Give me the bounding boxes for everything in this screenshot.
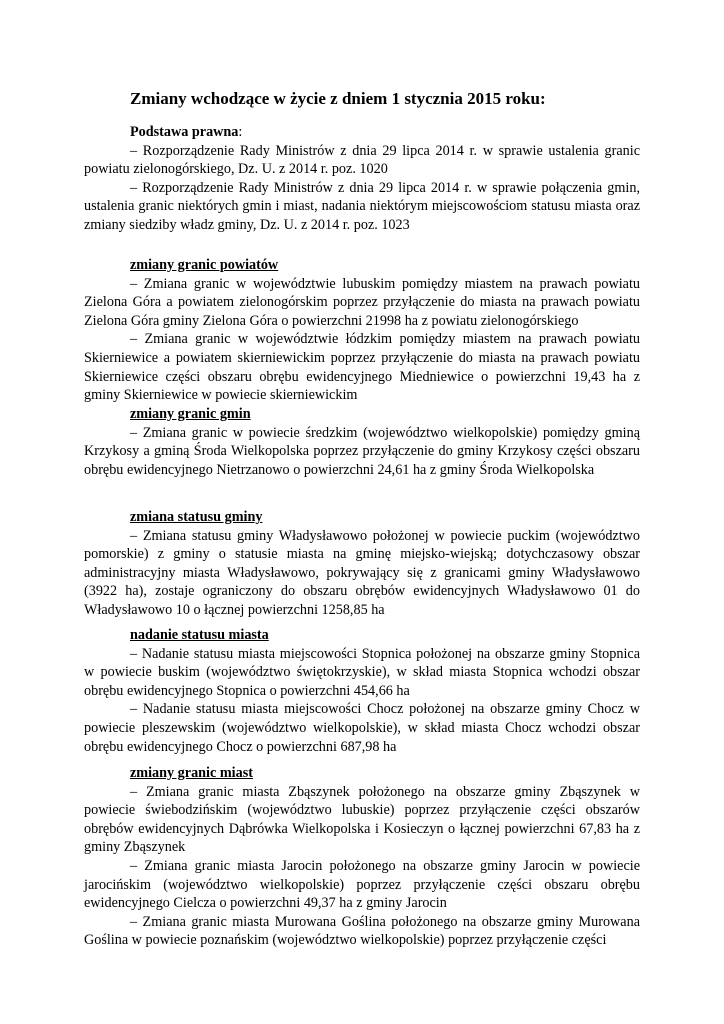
section-miasta <box>84 764 640 950</box>
document-title: Zmiany wchodzące w życie z dniem 1 stycznia 2015 roku: <box>130 89 546 108</box>
legal-basis-heading <box>130 123 640 142</box>
legal-basis-heading-text: Podstawa prawna <box>130 124 239 140</box>
section-heading-powiaty: zmiany granic powiatów <box>130 257 279 273</box>
legal-basis-item: – Rozporządzenie Rady Ministrów z dnia 29 lipca 2014 r. w sprawie ustalenia granic powiatu zielonogórskiego, Dz. U. z 2014 r. poz. 1020 <box>84 142 640 178</box>
list-item: – Zmiana granic miasta Zbąszynek położonego na obszarze gminy Zbąszynek w powiecie świebodzińskim (województwo lubuskie) poprzez przyłączenie części obszarów obrębów ewidencyjnych Dąbrówka Wielkopolska i Kosieczyn o łącznej powierzchni 67,83 ha z gminy Zbąszynek <box>84 783 640 856</box>
legal-basis-item: – Rozporządzenie Rady Ministrów z dnia 29 lipca 2014 r. w sprawie połączenia gmin, ustalenia granic niektórych gmin i miast, nadania niektórym miejscowościom statusu miasta oraz zmiany siedziby władz gminy, Dz. U. z 2014 r. poz. 1023 <box>84 179 640 233</box>
legal-basis-heading-colon: : <box>238 124 243 140</box>
section-status-gminy <box>84 508 640 620</box>
legal-basis-section <box>84 123 640 235</box>
section-powiaty <box>84 256 640 405</box>
list-item: – Zmiana granic w województwie łódzkim pomiędzy miastem na prawach powiatu Skierniewice a powiatem skierniewickim poprzez przyłączenie do miasta na prawach powiatu Skierniewice części obszaru obrębu ewidencyjnego Miedniewice o powierzchni 19,43 ha z gminy Skierniewice w powiecie skierniewickim <box>84 331 640 404</box>
list-item: – Zmiana granic miasta Murowana Goślina położonego na obszarze gminy Murowana Goślina w powiecie poznańskim (województwo wielkopolskie) poprzez przyłączenie części <box>84 913 640 949</box>
list-item: – Zmiana granic w powiecie średzkim (województwo wielkopolskie) pomiędzy gminą Krzykosy a gminą Środa Wielkopolska poprzez przyłączenie do gminy Krzykosy części obszaru obrębu ewidencyjnego Nietrzanowo o powierzchni 24,61 ha z gminy Środa Wielkopolska <box>84 424 640 478</box>
list-item: – Nadanie statusu miasta miejscowości Chocz położonej na obszarze gminy Chocz w powiecie pleszewskim (województwo wielkopolskie), w skład miasta Chocz wchodzi obszar obrębu ewidencyjnego Chocz o powierzchni 687,98 ha <box>84 701 640 755</box>
section-heading-miasta: zmiany granic miast <box>130 765 253 781</box>
section-heading-status-miasta: nadanie statusu miasta <box>130 627 269 643</box>
list-item: – Zmiana granic w województwie lubuskim pomiędzy miastem na prawach powiatu Zielona Góra a powiatem zielonogórskim poprzez przyłączenie do miasta na prawach powiatu Zielona Góra gminy Zielona Góra o powierzchni 21998 ha z powiatu zielonogórskiego <box>84 275 640 329</box>
section-heading-status-gminy: zmiana statusu gminy <box>130 509 263 525</box>
section-status-miasta <box>84 626 640 756</box>
list-item: – Zmiana statusu gminy Władysławowo położonej w powiecie puckim (województwo pomorskie) z gminy o statusie miasta na gminę miejsko-wiejską; dotychczasowy obszar administracyjny miasta Władysławowo, pokrywający się z granicami gminy Władysławowo (3922 ha), zostaje ograniczony do obszaru obrębów ewidencyjnych Władysławowo 01 do Władysławowo 10 o łącznej powierzchni 1258,85 ha <box>84 527 640 618</box>
list-item: – Nadanie statusu miasta miejscowości Stopnica położonej na obszarze gminy Stopnica w powiecie buskim (województwo świętokrzyskie), w skład miasta Stopnica wchodzi obszar obrębu ewidencyjnego Stopnica o powierzchni 454,66 ha <box>84 645 640 699</box>
section-gminy <box>84 405 640 479</box>
list-item: – Zmiana granic miasta Jarocin położonego na obszarze gminy Jarocin w powiecie jarocińskim (województwo wielkopolskie) poprzez przyłączenie części obszaru obrębu ewidencyjnego Cielcza o powierzchni 49,37 ha z gminy Jarocin <box>84 857 640 912</box>
section-heading-gminy: zmiany granic gmin <box>130 406 251 422</box>
